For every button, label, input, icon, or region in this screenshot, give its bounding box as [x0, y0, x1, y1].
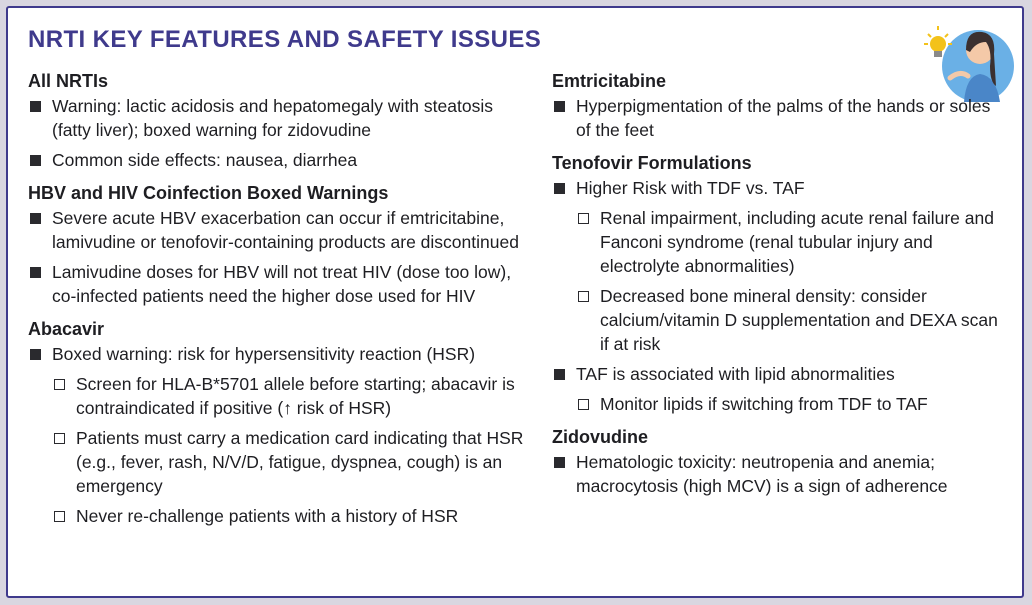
list-item: Warning: lactic acidosis and hepatomegaly with steatosis (fatty liver); boxed warning for zidovudine [28, 94, 528, 142]
sub-list-item: Never re-challenge patients with a history of HSR [52, 504, 528, 528]
right-column [552, 70, 1002, 508]
section-heading: Abacavir [28, 319, 105, 339]
sub-list-item: Renal impairment, including acute renal failure and Fanconi syndrome (renal tubular injury and electrolyte abnormalities) [576, 206, 1002, 278]
info-card [6, 6, 1024, 598]
section-heading: Emtricitabine [552, 71, 667, 91]
sub-list-item: Screen for HLA-B*5701 allele before starting; abacavir is contraindicated if positive (↑ risk of HSR) [52, 372, 528, 420]
section-heading: Tenofovir Formulations [552, 153, 752, 173]
section-zidovudine [552, 426, 1002, 498]
list-item: Common side effects: nausea, diarrhea [28, 148, 528, 172]
section-hbv-hiv [28, 182, 528, 308]
list-item: Lamivudine doses for HBV will not treat HIV (dose too low), co-infected patients need the higher dose used for HIV [28, 260, 528, 308]
list-item: Hematologic toxicity: neutropenia and anemia; macrocytosis (high MCV) is a sign of adherence [552, 450, 1002, 498]
section-emtricitabine [552, 70, 1002, 142]
page-title: NRTI KEY FEATURES AND SAFETY ISSUES [28, 26, 542, 53]
section-heading: All NRTIs [28, 71, 109, 91]
section-all-nrtis [28, 70, 528, 172]
section-heading: HBV and HIV Coinfection Boxed Warnings [28, 183, 389, 203]
list-item: Hyperpigmentation of the palms of the hands or soles of the feet [552, 94, 1002, 142]
sub-list-item: Patients must carry a medication card indicating that HSR (e.g., fever, rash, N/V/D, fatigue, dyspnea, cough) is an emergency [52, 426, 528, 498]
sub-list-item: Monitor lipids if switching from TDF to TAF [576, 392, 1002, 416]
list-item: Severe acute HBV exacerbation can occur if emtricitabine, lamivudine or tenofovir-containing products are discontinued [28, 206, 528, 254]
sub-list-item: Decreased bone mineral density: consider calcium/vitamin D supplementation and DEXA scan if at risk [576, 284, 1002, 356]
list-item: Higher Risk with TDF vs. TAF [552, 176, 1002, 200]
list-item: Boxed warning: risk for hypersensitivity reaction (HSR) [28, 342, 528, 366]
left-column [28, 70, 528, 538]
section-heading: Zidovudine [552, 427, 648, 447]
section-tenofovir [552, 152, 1002, 416]
section-abacavir [28, 318, 528, 528]
list-item: TAF is associated with lipid abnormalities [552, 362, 1002, 386]
